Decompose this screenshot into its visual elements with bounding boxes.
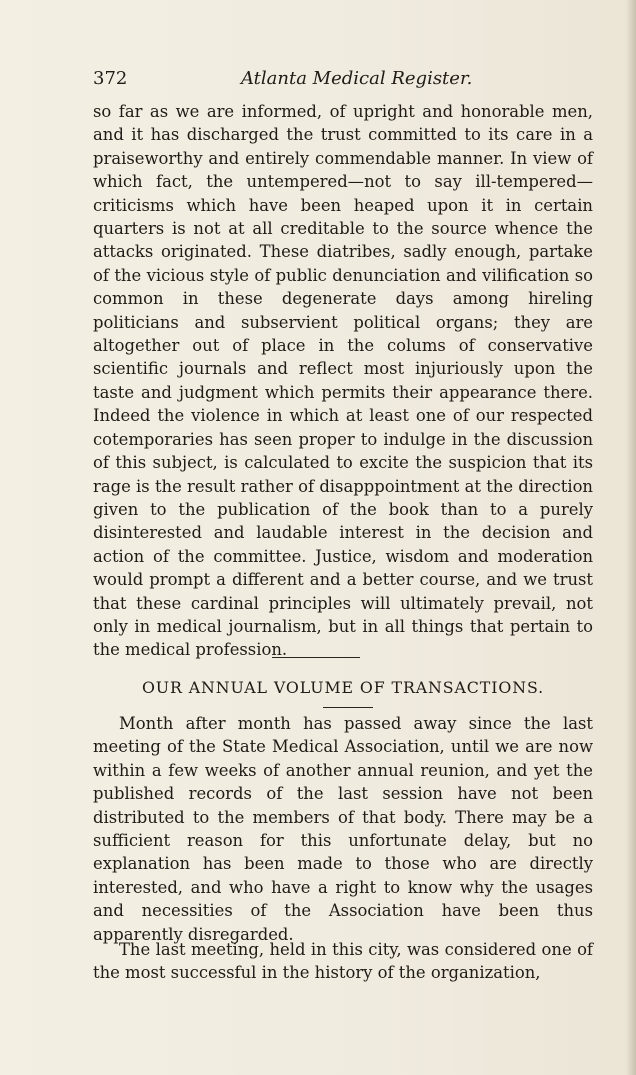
- page-number: 372: [93, 68, 128, 89]
- running-head: [93, 66, 603, 92]
- body-paragraph-1: so far as we are informed, of upright and honorable men, and it has discharged the trust committed to its care in a praiseworthy and entirely commendable manner. In view of which fact, the untempered—not to say ill-tempered—criticisms which have been heaped upon it in certain quarters is not at all creditable to the source whence the attacks originated. These diatribes, sadly enough, partake of the vicious style of public denunciation and vilification so common in these degenerate days among hireling politicians and subservient political organs; they are altogether out of place in the colums of conservative scientific journals and reflect most injuriously upon the taste and judgment which permits their appearance there. Indeed the violence in which at least one of our respected cotemporaries has seen proper to indulge in the discussion of this subject, is calculated to excite the suspicion that its rage is the result rather of disapppointment at the direction given to the publication of the book than to a purely disinterested and laudable interest in the decision and action of the committee. Justice, wisdom and moderation would prompt a different and a better course, and we trust that these cardinal principles will ultimately prevail, not only in medical journalism, but in all things that pertain to the medical profession.: [93, 102, 593, 660]
- section-heading: OUR ANNUAL VOLUME OF TRANSACTIONS.: [141, 678, 545, 697]
- body-paragraph-3: The last meeting, held in this city, was considered one of the most successful in the history of the organization,: [93, 940, 593, 983]
- section-divider-rule: [272, 657, 360, 658]
- page-edge-shadow: [626, 0, 636, 1075]
- heading-underline-rule: [323, 707, 373, 708]
- journal-title: Atlanta Medical Register.: [241, 68, 473, 89]
- body-paragraph-2: Month after month has passed away since the last meeting of the State Medical Association, until we are now within a few weeks of another annual reunion, and yet the published records of the last session have not been distributed to the members of that body. There may be a sufficient reason for this unfortunate delay, but no explanation has been made to those who are directly interested, and who have a right to know why the usages and necessities of the Association have been thus apparently disregarded.: [93, 714, 593, 944]
